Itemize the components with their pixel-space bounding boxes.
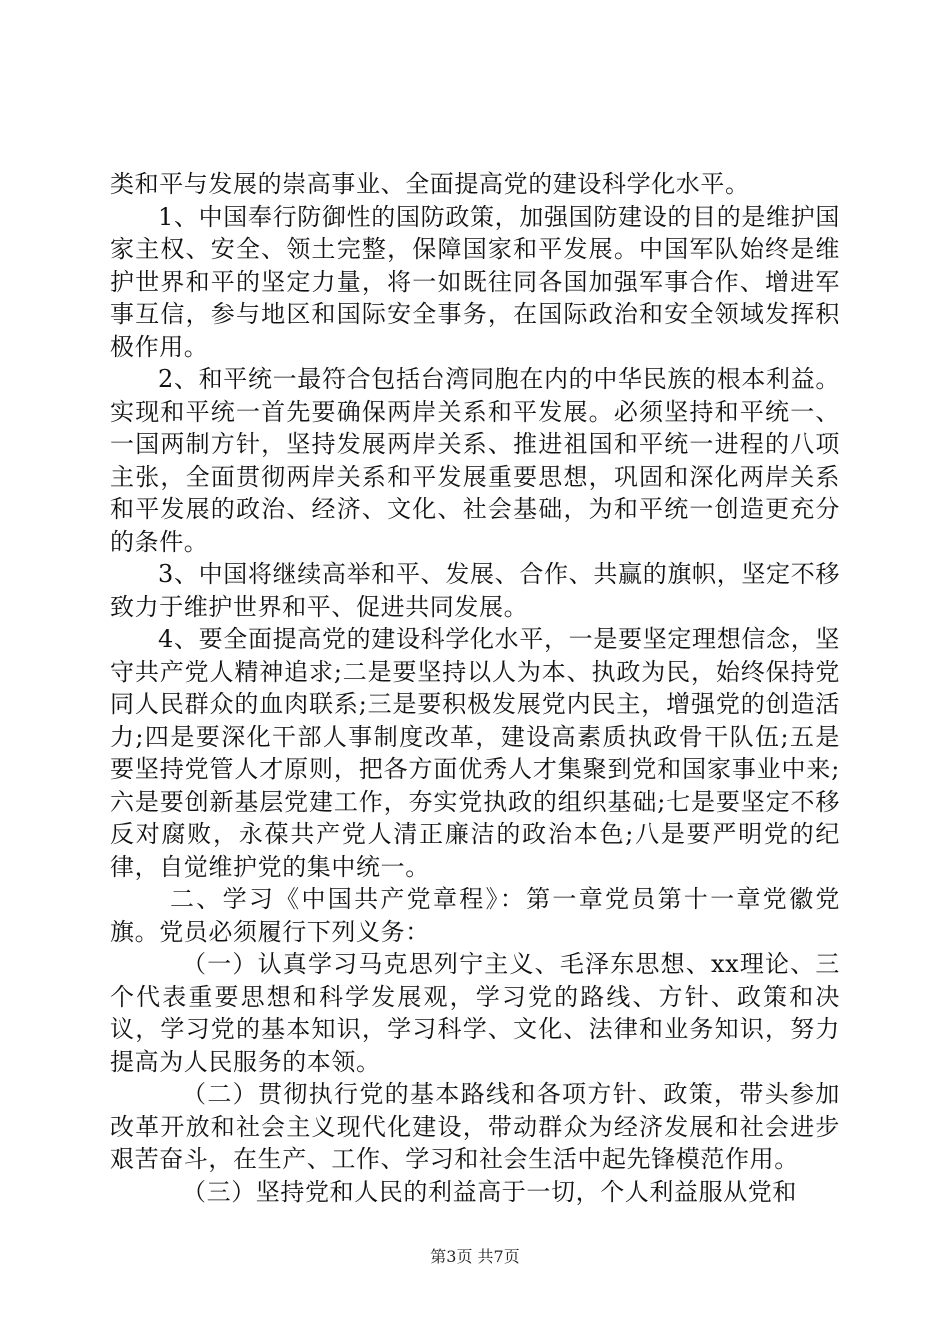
page-number-footer: 第3页 共7页 — [430, 1247, 520, 1266]
paragraph-1: 类和平与发展的崇高事业、全面提高党的建设科学化水平。 — [110, 170, 750, 198]
document-body — [110, 168, 840, 1208]
paragraph-9: （三）坚持党和人民的利益高于一切，个人利益服从党和 — [182, 1177, 797, 1206]
paragraph-6: 二、学习《中国共产党章程》：第一章党员第十一章党徽党旗。党员必须履行下列义务： — [110, 885, 840, 946]
paragraph-8: （二）贯彻执行党的基本路线和各项方针、政策，带头参加改革开放和社会主义现代化建设，带动群众为经济发展和社会进步艰苦奋斗，在生产、工作、学习和社会生活中起先锋模范作用。 — [110, 1080, 840, 1173]
paragraph-3: 2、和平统一最符合包括台湾同胞在内的中华民族的根本利益。实现和平统一首先要确保两岸关系和平发展。必须坚持和平统一、一国两制方针，坚持发展两岸关系、推进祖国和平统一进程的八项主张，全面贯彻两岸关系和平发展重要思想，巩固和深化两岸关系和平发展的政治、经济、文化、社会基础，为和平统一创造更充分的条件。 — [110, 365, 840, 556]
paragraph-2: 1、中国奉行防御性的国防政策，加强国防建设的目的是维护国家主权、安全、领土完整，保障国家和平发展。中国军队始终是维护世界和平的坚定力量，将一如既往同各国加强军事合作、增进军事互信，参与地区和国际安全事务，在国际政治和安全领域发挥积极作用。 — [110, 202, 840, 361]
paragraph-7: （一）认真学习马克思列宁主义、毛泽东思想、xx理论、三个代表重要思想和科学发展观，学习党的路线、方针、政策和决议，学习党的基本知识，学习科学、文化、法律和业务知识，努力提高为人民服务的本领。 — [110, 950, 840, 1076]
paragraph-4: 3、中国将继续高举和平、发展、合作、共赢的旗帜，坚定不移致力于维护世界和平、促进共同发展。 — [110, 560, 840, 621]
paragraph-5: 4、要全面提高党的建设科学化水平，一是要坚定理想信念，坚守共产党人精神追求;二是要坚持以人为本、执政为民，始终保持党同人民群众的血肉联系;三是要积极发展党内民主，增强党的创造活力;四是要深化干部人事制度改革，建设高素质执政骨干队伍;五是要坚持党管人才原则，把各方面优秀人才集聚到党和国家事业中来;六是要创新基层党建工作，夯实党执政的组织基础;七是要坚定不移反对腐败，永葆共产党人清正廉洁的政治本色;八是要严明党的纪律，自觉维护党的集中统一。 — [110, 625, 840, 881]
